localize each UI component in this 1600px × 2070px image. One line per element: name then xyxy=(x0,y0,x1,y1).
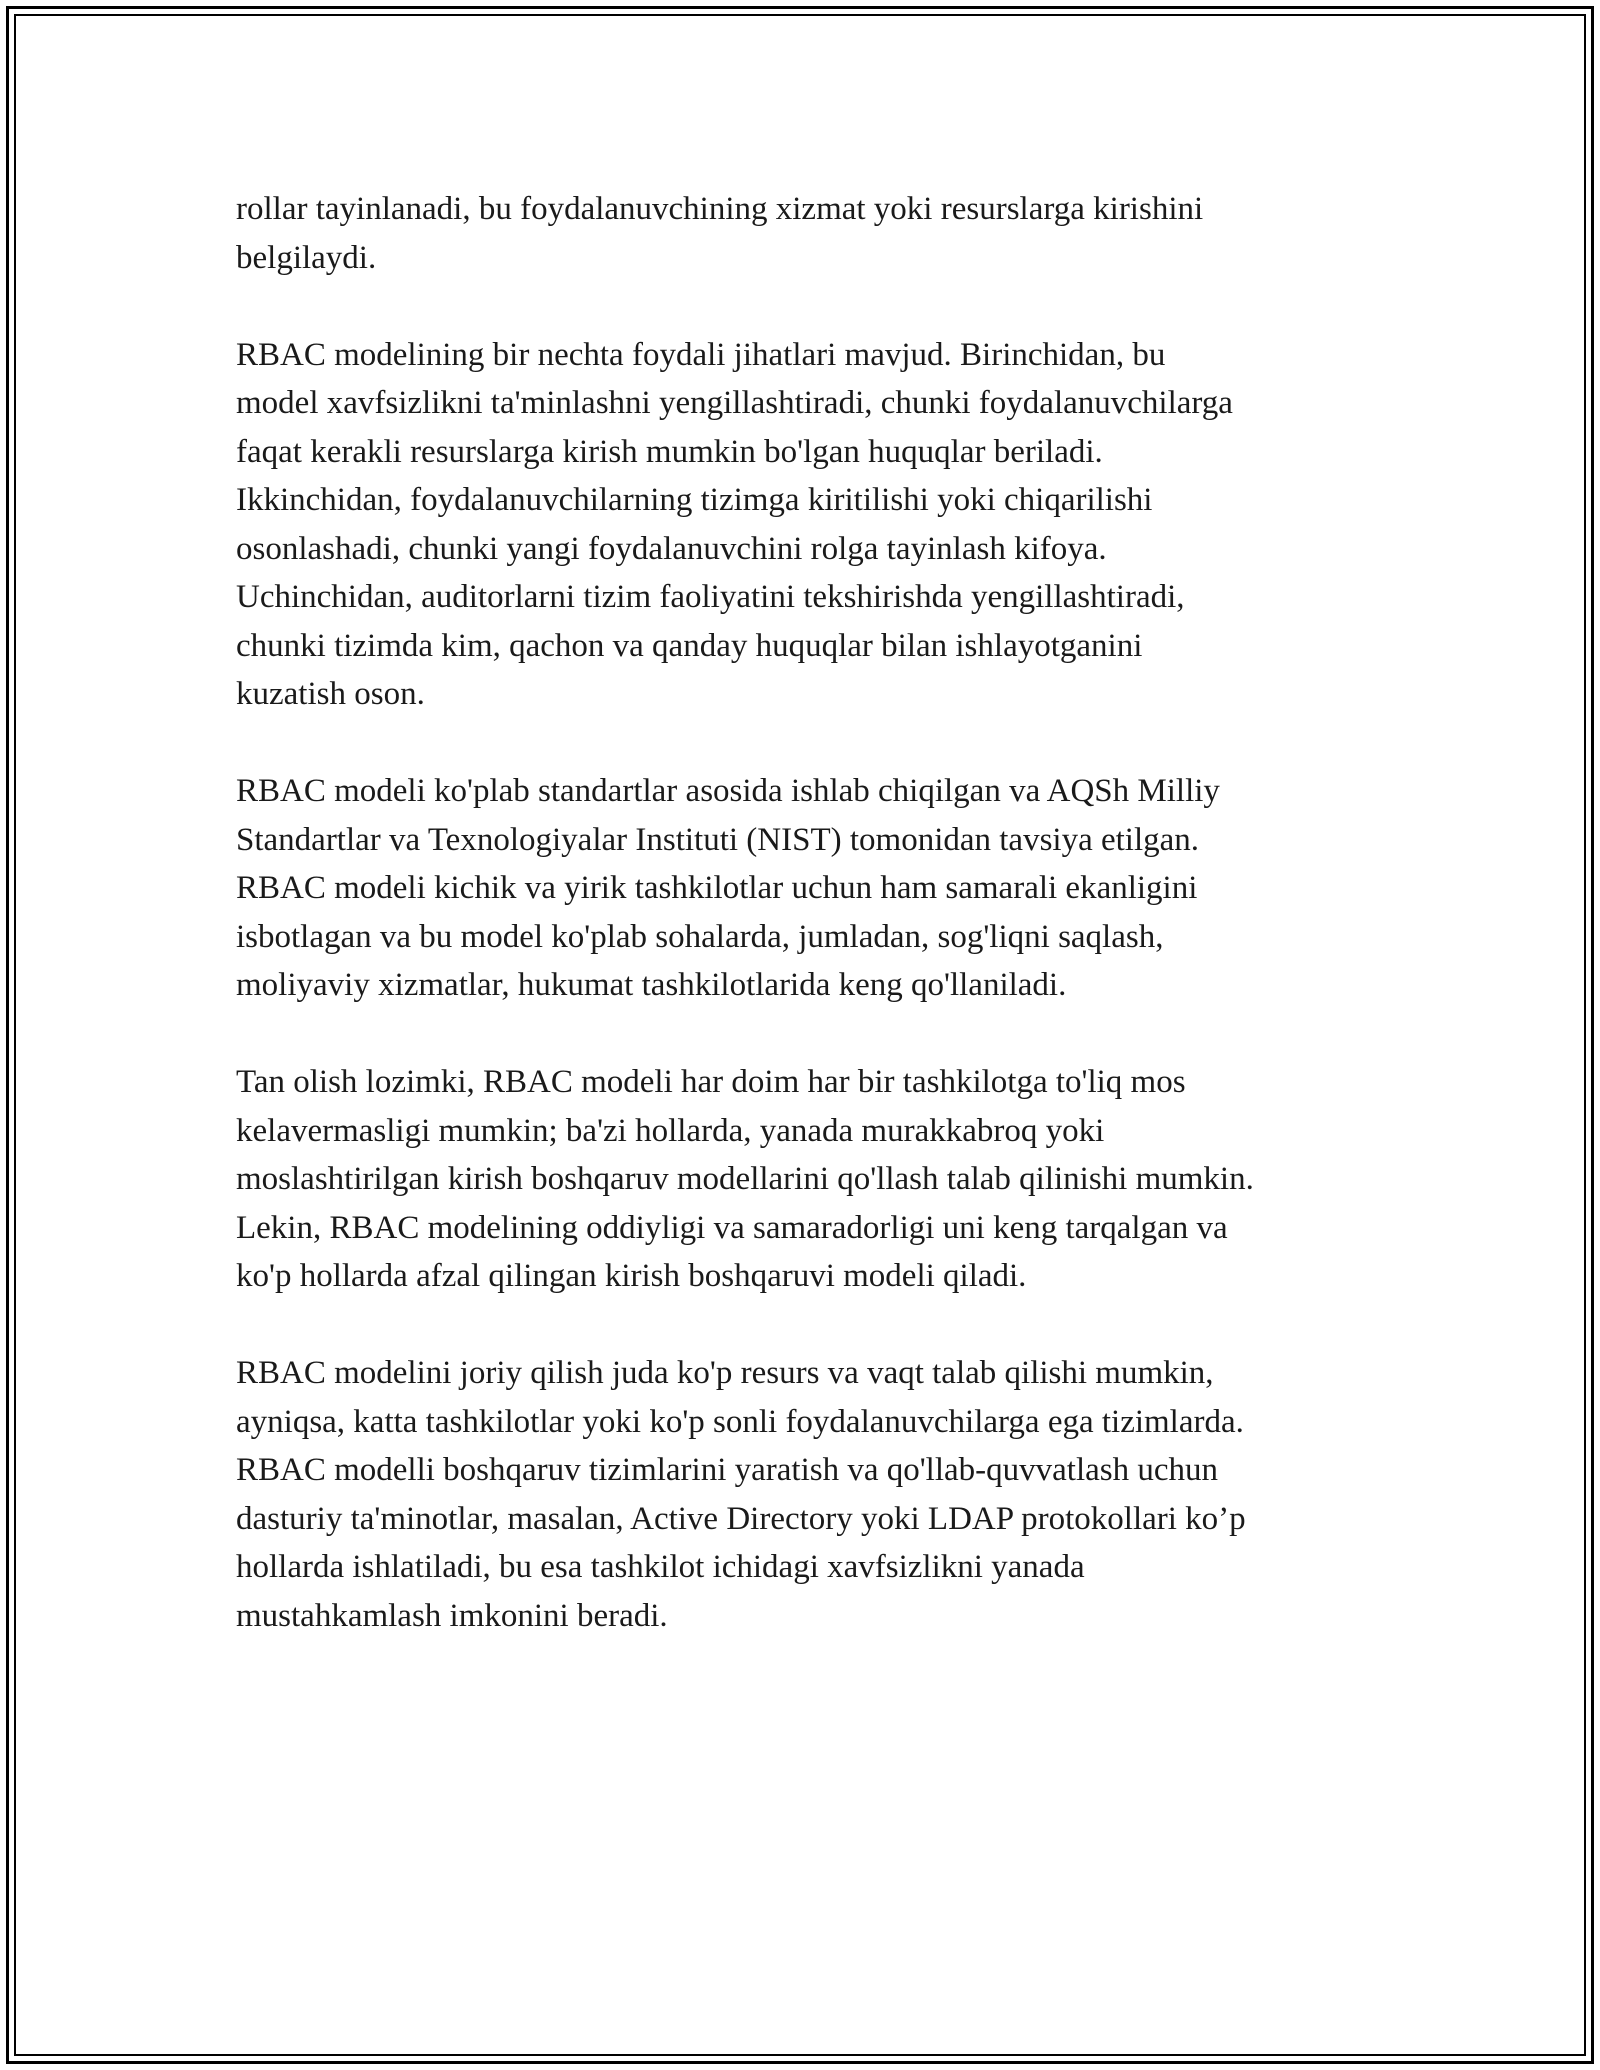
text-line: moliyaviy xizmatlar, hukumat tashkilotlarida keng qo'llaniladi. xyxy=(236,967,1067,1003)
text-line: RBAC modelli boshqaruv tizimlarini yaratish va qo'llab-quvvatlash uchun xyxy=(236,1452,1219,1488)
text-line: belgilaydi. xyxy=(236,239,377,276)
text-line: chunki tizimda kim, qachon va qanday huquqlar bilan ishlayotganini xyxy=(236,627,1143,664)
paragraph-2 xyxy=(236,331,1376,719)
text-line: faqat kerakli resurslarga kirish mumkin bo'lgan huquqlar beriladi. xyxy=(236,433,1103,470)
paragraph-3 xyxy=(236,767,1376,1010)
text-line: Standartlar va Texnologiyalar Instituti (NIST) tomonidan tavsiya etilgan. xyxy=(236,821,1200,858)
text-line: rollar tayinlanadi, bu foydalanuvchining xizmat yoki resurslarga kirishini xyxy=(236,191,1204,227)
text-line: RBAC modeli kichik va yirik tashkilotlar uchun ham samarali ekanligini xyxy=(236,870,1198,906)
text-line: mustahkamlash imkonini beradi. xyxy=(236,1597,668,1634)
text-line: isbotlagan va bu model ko'plab sohalarda, jumladan, sog'liqni saqlash, xyxy=(236,918,1164,955)
text-line: Tan olish lozimki, RBAC modeli har doim har bir tashkilotga to'liq mos xyxy=(236,1064,1186,1100)
text-line: Uchinchidan, auditorlarni tizim faoliyatini tekshirishda yengillashtiradi, xyxy=(236,579,1185,615)
text-line: kelavermasligi mumkin; ba'zi hollarda, yanada murakkabroq yoki xyxy=(236,1112,1105,1149)
text-line: ayniqsa, katta tashkilotlar yoki ko'p sonli foydalanuvchilarga ega tizimlarda. xyxy=(236,1403,1244,1440)
text-line: ko'p hollarda afzal qilingan kirish boshqaruvi modeli qiladi. xyxy=(236,1258,1027,1294)
paragraph-1 xyxy=(236,185,1376,282)
text-line: hollarda ishlatiladi, bu esa tashkilot ichidagi xavfsizlikni yanada xyxy=(236,1549,1085,1585)
text-line: RBAC modelini joriy qilish juda ko'p resurs va vaqt talab qilishi mumkin, xyxy=(236,1355,1214,1391)
text-line: model xavfsizlikni ta'minlashni yengillashtiradi, chunki foydalanuvchilarga xyxy=(236,385,1233,421)
text-line: moslashtirilgan kirish boshqaruv modellarini qo'llash talab qilinishi mumkin. xyxy=(236,1161,1254,1197)
text-line: kuzatish oson. xyxy=(236,676,425,712)
text-line: Lekin, RBAC modelining oddiyligi va samaradorligi uni keng tarqalgan va xyxy=(236,1209,1228,1246)
paragraph-4 xyxy=(236,1058,1376,1301)
text-line: dasturiy ta'minotlar, masalan, Active Directory yoki LDAP protokollari ko’p xyxy=(236,1500,1246,1537)
document-body xyxy=(236,185,1376,1689)
text-line: RBAC modelining bir nechta foydali jihatlari mavjud. Birinchidan, bu xyxy=(236,336,1166,373)
text-line: RBAC modeli ko'plab standartlar asosida ishlab chiqilgan va AQSh Milliy xyxy=(236,773,1220,809)
text-line: osonlashadi, chunki yangi foydalanuvchini rolga tayinlash kifoya. xyxy=(236,530,1107,567)
text-line: Ikkinchidan, foydalanuvchilarning tizimga kiritilishi yoki chiqarilishi xyxy=(236,482,1153,518)
paragraph-5 xyxy=(236,1349,1376,1640)
